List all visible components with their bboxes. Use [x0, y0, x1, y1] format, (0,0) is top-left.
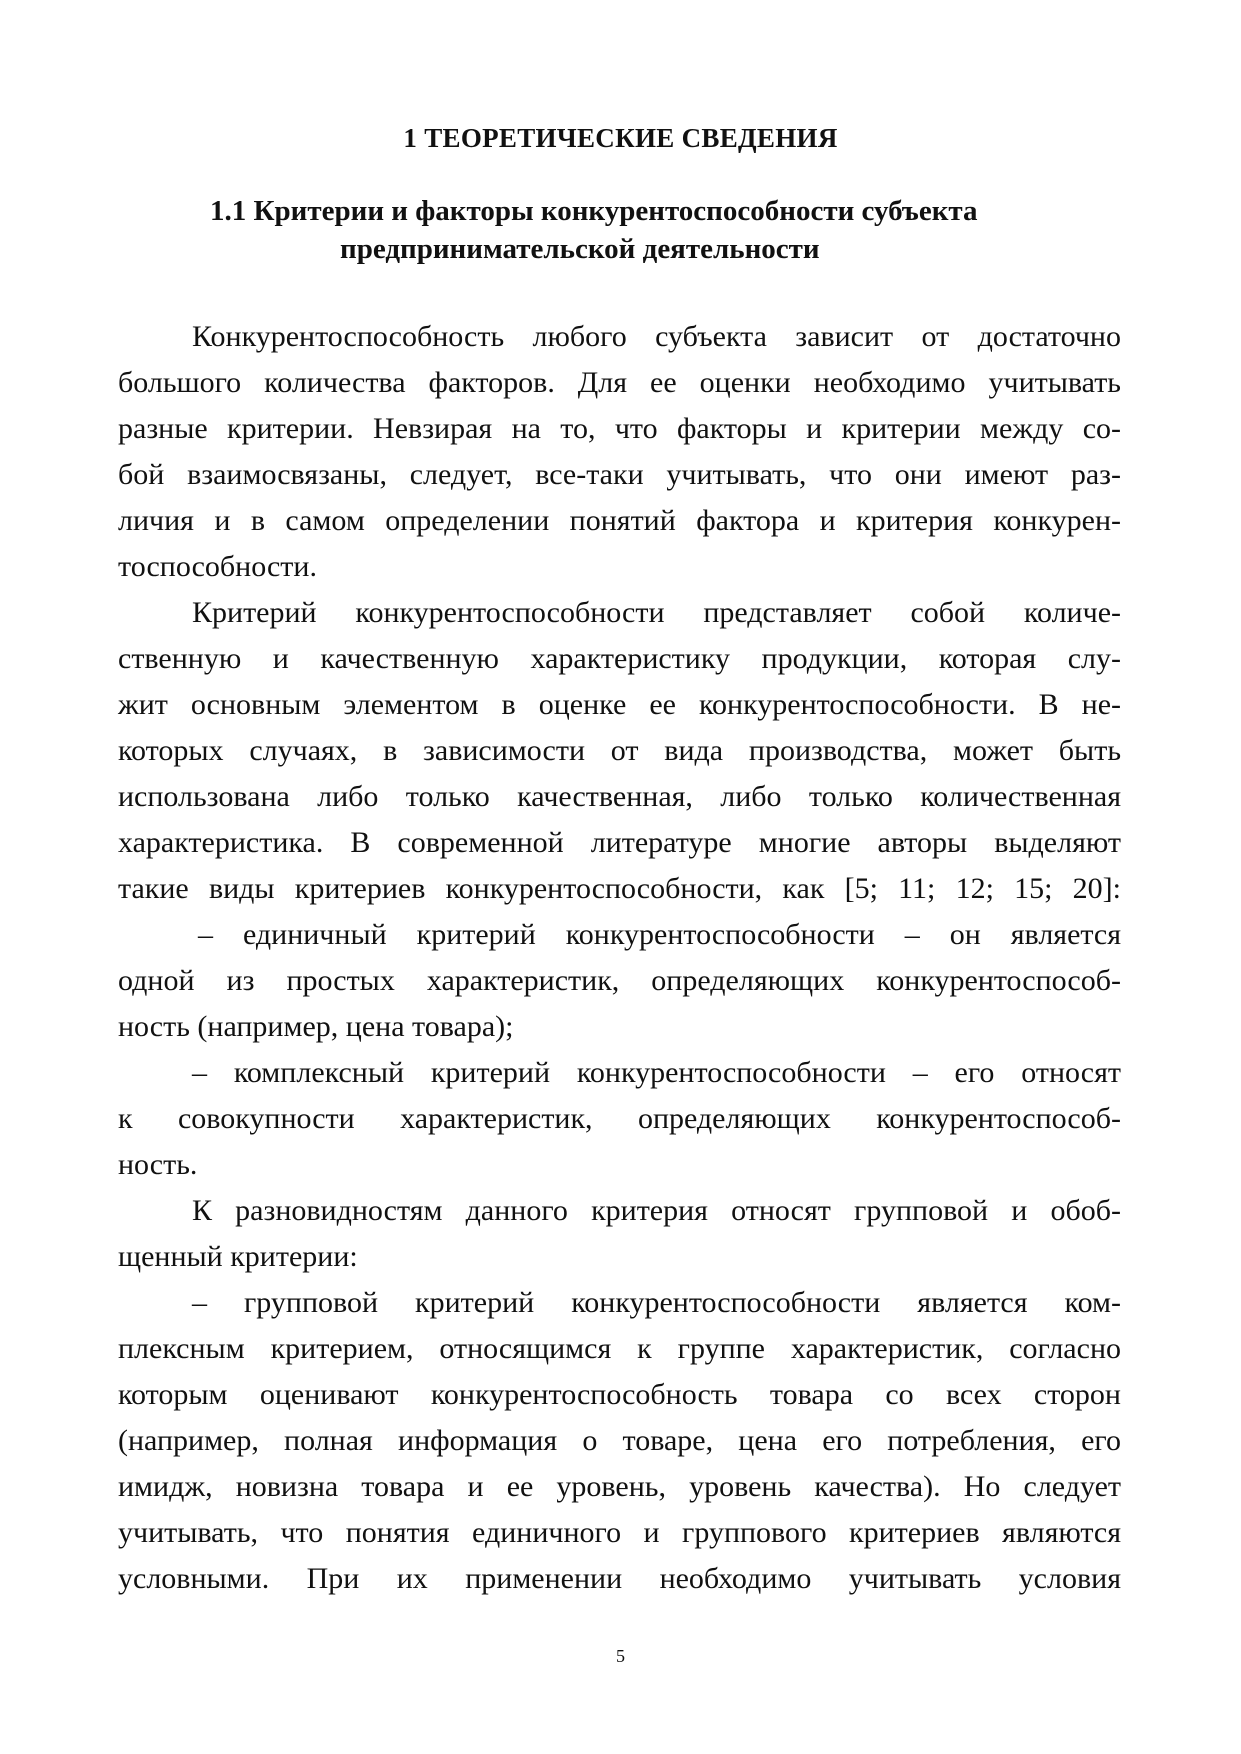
text-line: к совокупности характеристик, определяющих конкурентоспособ- — [118, 1102, 1121, 1135]
text-line: Критерий конкурентоспособности представляет собой количе- — [192, 596, 1121, 629]
list-item-line: – групповой критерий конкурентоспособности является ком- — [192, 1286, 1121, 1319]
text-line: Конкурентоспособность любого субъекта зависит от достаточно — [192, 320, 1121, 353]
text-line: К разновидностям данного критерия относят групповой и обоб- — [192, 1194, 1121, 1227]
text-line: разные критерии. Невзирая на то, что факторы и критерии между со- — [118, 412, 1121, 445]
text-line: большого количества факторов. Для ее оценки необходимо учитывать — [118, 366, 1121, 399]
text-line: (например, полная информация о товаре, цена его потребления, его — [118, 1424, 1121, 1457]
text-line: ственную и качественную характеристику продукции, которая слу- — [118, 642, 1121, 675]
text-line: имидж, новизна товара и ее уровень, уровень качества). Но следует — [118, 1470, 1121, 1503]
text-line: использована либо только качественная, либо только количественная — [118, 780, 1121, 813]
body-text — [118, 314, 1121, 1602]
text-line: которым оценивают конкурентоспособность товара со всех сторон — [118, 1378, 1121, 1411]
list-item-line: – единичный критерий конкурентоспособности – он является — [198, 918, 1121, 951]
text-line: учитывать, что понятия единичного и группового критериев являются — [118, 1516, 1121, 1549]
text-line: характеристика. В современной литературе многие авторы выделяют — [118, 826, 1121, 859]
chapter-title: 1 ТЕОРЕТИЧЕСКИЕ СВЕДЕНИЯ — [403, 123, 838, 153]
section-title-line-2: предпринимательской деятельности — [340, 233, 820, 265]
page-number: 5 — [616, 1646, 625, 1666]
text-line: жит основным элементом в оценке ее конкурентоспособности. В не- — [118, 688, 1121, 721]
text-line: такие виды критериев конкурентоспособности, как [5; 11; 12; 15; 20]: — [118, 872, 1121, 905]
section-title-line-1: 1.1 Критерии и факторы конкурентоспособности субъекта — [210, 195, 978, 227]
text-line: тоспособности. — [118, 550, 317, 583]
section-title — [200, 192, 1100, 268]
text-line: личия и в самом определении понятий фактора и критерия конкурен- — [118, 504, 1121, 537]
text-line: ность. — [118, 1148, 198, 1181]
text-line: щенный критерии: — [118, 1240, 358, 1273]
text-line: условными. При их применении необходимо учитывать условия — [118, 1562, 1121, 1595]
text-line: бой взаимосвязаны, следует, все-таки учитывать, что они имеют раз- — [118, 458, 1121, 491]
text-line: плексным критерием, относящимся к группе характеристик, согласно — [118, 1332, 1121, 1365]
list-item-line: – комплексный критерий конкурентоспособности – его относят — [192, 1056, 1121, 1089]
text-line: которых случаях, в зависимости от вида производства, может быть — [118, 734, 1121, 767]
text-line: ность (например, цена товара); — [118, 1010, 514, 1043]
text-line: одной из простых характеристик, определяющих конкурентоспособ- — [118, 964, 1121, 997]
